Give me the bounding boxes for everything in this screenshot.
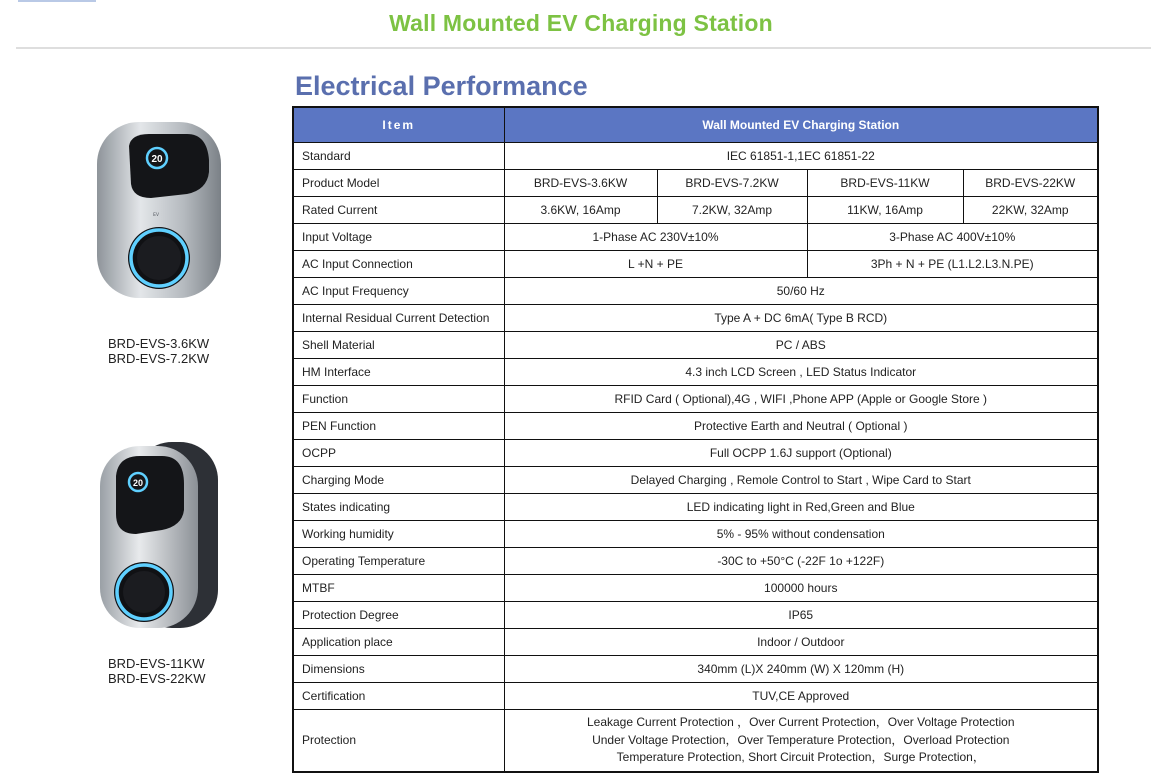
table-row <box>293 170 1098 197</box>
product-caption-b <box>108 656 206 686</box>
table-row <box>293 332 1098 359</box>
row-value: Indoor / Outdoor <box>504 629 1098 656</box>
spec-table <box>292 106 1099 773</box>
table-row <box>293 494 1098 521</box>
protection-line: Temperature Protection, Short Circuit Protection，Surge Protection， <box>616 750 985 764</box>
row-value: TUV,CE Approved <box>504 683 1098 710</box>
protection-line: Leakage Current Protection ，Over Current Protection，Over Voltage Protection <box>586 715 1015 729</box>
row-label: States indicating <box>293 494 504 521</box>
table-row <box>293 413 1098 440</box>
row-value: 4.3 inch LCD Screen , LED Status Indicator <box>504 359 1098 386</box>
row-value: 100000 hours <box>504 575 1098 602</box>
row-value: 22KW, 32Amp <box>963 197 1098 224</box>
row-label: Application place <box>293 629 504 656</box>
row-label: Certification <box>293 683 504 710</box>
row-value: BRD-EVS-11KW <box>807 170 963 197</box>
table-row <box>293 251 1098 278</box>
screen-readout: 20 <box>151 154 163 165</box>
table-row <box>293 683 1098 710</box>
row-label: Function <box>293 386 504 413</box>
row-value: LED indicating light in Red,Green and Blue <box>504 494 1098 521</box>
row-label: Operating Temperature <box>293 548 504 575</box>
row-label: Input Voltage <box>293 224 504 251</box>
row-label: Product Model <box>293 170 504 197</box>
row-label: HM Interface <box>293 359 504 386</box>
row-value: Protective Earth and Neutral ( Optional ) <box>504 413 1098 440</box>
row-value: IP65 <box>504 602 1098 629</box>
row-label: Working humidity <box>293 521 504 548</box>
table-row <box>293 143 1098 170</box>
charger-image-dark <box>98 440 220 632</box>
row-label: Charging Mode <box>293 467 504 494</box>
caption-model-line: BRD-EVS-22KW <box>108 671 206 686</box>
table-row <box>293 305 1098 332</box>
row-value: BRD-EVS-22KW <box>963 170 1098 197</box>
row-value: 3Ph + N + PE (L1.L2.L3.N.PE) <box>807 251 1098 278</box>
row-value: IEC 61851-1,1EC 61851-22 <box>504 143 1098 170</box>
table-row <box>293 629 1098 656</box>
top-accent-strip <box>18 0 96 2</box>
table-row <box>293 386 1098 413</box>
row-label: Internal Residual Current Detection <box>293 305 504 332</box>
row-label: Shell Material <box>293 332 504 359</box>
table-row <box>293 710 1098 772</box>
table-row <box>293 575 1098 602</box>
row-value: 340mm (L)X 240mm (W) X 120mm (H) <box>504 656 1098 683</box>
table-row <box>293 359 1098 386</box>
title-divider <box>16 47 1151 49</box>
row-label: OCPP <box>293 440 504 467</box>
row-label: Protection <box>293 710 504 772</box>
row-value: Full OCPP 1.6J support (Optional) <box>504 440 1098 467</box>
table-row <box>293 467 1098 494</box>
screen-readout: 20 <box>132 478 144 488</box>
row-label: Rated Current <box>293 197 504 224</box>
charger-image-silver <box>95 120 225 302</box>
caption-model-line: BRD-EVS-7.2KW <box>108 351 210 366</box>
header-product: Wall Mounted EV Charging Station <box>504 107 1098 143</box>
page-title: Wall Mounted EV Charging Station <box>389 10 773 36</box>
row-value: 3.6KW, 16Amp <box>504 197 657 224</box>
row-label: AC Input Connection <box>293 251 504 278</box>
table-row <box>293 602 1098 629</box>
row-value: 7.2KW, 32Amp <box>657 197 807 224</box>
row-value: L +N + PE <box>504 251 807 278</box>
table-header-row <box>293 107 1098 143</box>
table-row <box>293 224 1098 251</box>
protection-line: Under Voltage Protection，Over Temperature Protection，Overload Protection <box>592 732 1010 747</box>
product-caption-a <box>108 336 209 366</box>
table-row <box>293 278 1098 305</box>
row-value: -30C to +50°C (-22F 1o +122F) <box>504 548 1098 575</box>
row-label: MTBF <box>293 575 504 602</box>
row-label: Protection Degree <box>293 602 504 629</box>
row-value: 50/60 Hz <box>504 278 1098 305</box>
table-row <box>293 656 1098 683</box>
row-value: 3-Phase AC 400V±10% <box>807 224 1098 251</box>
row-value: 11KW, 16Amp <box>807 197 963 224</box>
caption-model-line: BRD-EVS-3.6KW <box>108 336 210 351</box>
svg-text:ᴇᴠ: ᴇᴠ <box>153 212 159 218</box>
table-row <box>293 548 1098 575</box>
row-label: PEN Function <box>293 413 504 440</box>
row-value: BRD-EVS-3.6KW <box>504 170 657 197</box>
row-label: Dimensions <box>293 656 504 683</box>
row-value: PC / ABS <box>504 332 1098 359</box>
header-item: Item <box>293 107 504 143</box>
row-value: 1-Phase AC 230V±10% <box>504 224 807 251</box>
row-label: AC Input Frequency <box>293 278 504 305</box>
row-value: BRD-EVS-7.2KW <box>657 170 807 197</box>
caption-model-line: BRD-EVS-11KW <box>108 656 205 671</box>
row-value: 5% - 95% without condensation <box>504 521 1098 548</box>
section-heading: Electrical Performance <box>295 71 588 101</box>
table-row <box>293 521 1098 548</box>
row-label: Standard <box>293 143 504 170</box>
row-value: Type A + DC 6mA( Type B RCD) <box>504 305 1098 332</box>
row-value-multiline <box>504 710 1098 772</box>
table-row <box>293 197 1098 224</box>
row-value: Delayed Charging , Remole Control to Start , Wipe Card to Start <box>504 467 1098 494</box>
table-row <box>293 440 1098 467</box>
row-value: RFID Card ( Optional),4G , WIFI ,Phone APP (Apple or Google Store ) <box>504 386 1098 413</box>
